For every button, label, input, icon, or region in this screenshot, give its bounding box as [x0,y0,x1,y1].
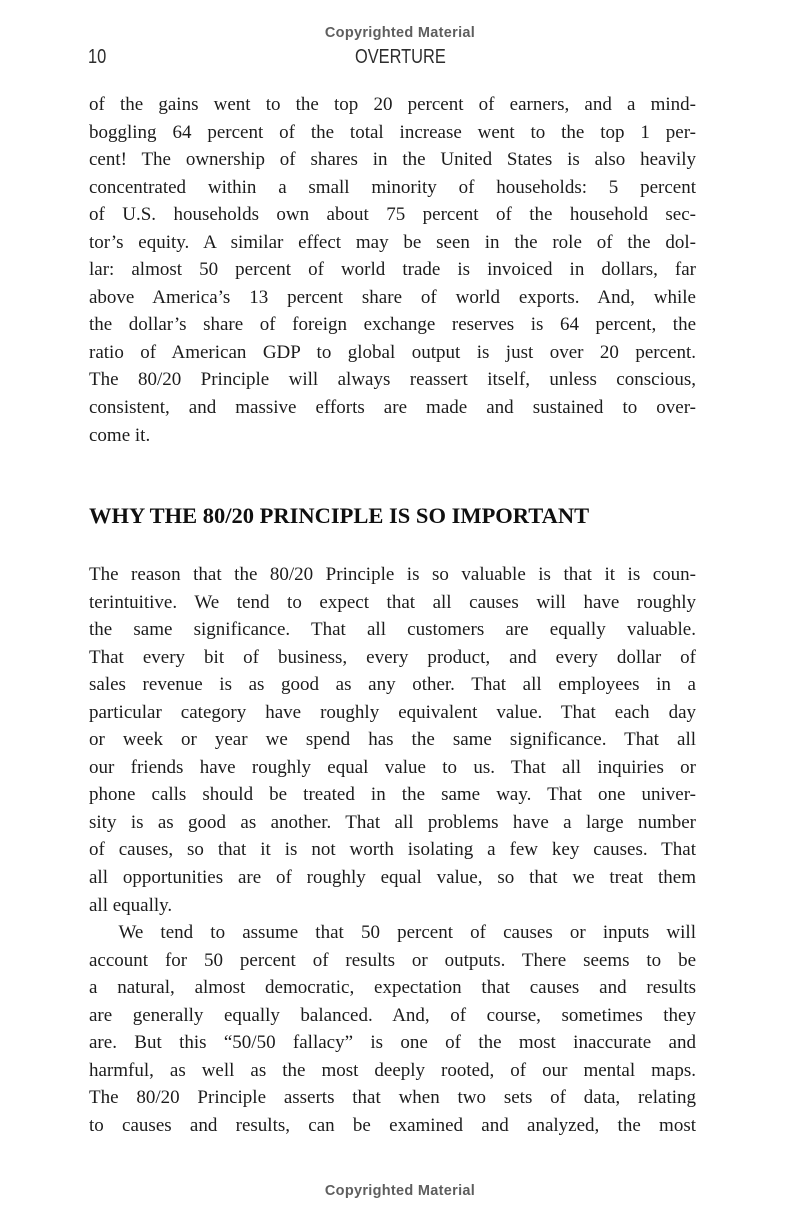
text-line: account for 50 percent of results or outputs. There seems to be [89,949,696,971]
text-line: That every bit of business, every product, and every dollar of [89,646,696,668]
text-line: We tend to assume that 50 percent of causes or inputs will [118,922,696,944]
paragraph-3 [89,919,696,1139]
text-line: sity is as good as another. That all problems have a large number [89,811,696,833]
text-line: phone calls should be treated in the same way. That one univer- [89,784,696,806]
text-line: The 80/20 Principle will always reassert itself, unless conscious, [89,369,696,391]
running-header-text: OVERTURE [354,46,446,68]
text-line: a natural, almost democratic, expectation that causes and results [89,977,696,999]
text-line: the dollar’s share of foreign exchange reserves is 64 percent, the [89,314,696,336]
text-line: of the gains went to the top 20 percent of earners, and a mind- [89,94,696,115]
section-heading: WHY THE 80/20 PRINCIPLE IS SO IMPORTANT [89,503,590,528]
text-line: harmful, as well as the most deeply rooted, of our mental maps. [89,1059,696,1081]
text-line: sales revenue is as good as any other. That all employees in a [89,674,696,696]
text-line: of causes, so that it is not worth isolating a few key causes. That [89,839,696,861]
text-line: come it. [89,424,151,446]
paragraph-2 [89,561,696,919]
text-line: ratio of American GDP to global output is just over 20 percent. [89,341,696,363]
running-header [0,46,800,69]
text-line: concentrated within a small minority of households: 5 percent [89,176,696,198]
page-number-text: 10 [88,46,107,68]
text-line: particular category have roughly equivalent value. That each day [89,701,696,723]
text-line: of U.S. households own about 75 percent of the household sec- [89,204,696,226]
body-text [89,561,696,1139]
text-line: are. But this “50/50 fallacy” is one of the most inaccurate and [89,1032,696,1054]
text-line: consistent, and massive efforts are made and sustained to over- [89,397,696,419]
text-line: are generally equally balanced. And, of course, sometimes they [89,1004,696,1026]
text-line: lar: almost 50 percent of world trade is invoiced in dollars, far [89,259,696,281]
text-line: above America’s 13 percent share of world exports. And, while [89,286,696,308]
text-line: The 80/20 Principle asserts that when two sets of data, relating [89,1087,696,1109]
text-line: our friends have roughly equal value to us. That all inquiries or [89,756,696,778]
text-line: boggling 64 percent of the total increase went to the top 1 per- [89,121,696,143]
text-line: tor’s equity. A similar effect may be seen in the role of the dol- [89,231,696,253]
bottom-copyright-notice: Copyrighted Material [324,1183,476,1199]
text-line: to causes and results, can be examined and analyzed, the most [89,1114,696,1136]
text-line: all opportunities are of roughly equal value, so that we treat them [89,867,696,889]
text-line: The reason that the 80/20 Principle is so valuable is that it is coun- [89,564,696,585]
text-line: the same significance. That all customers are equally valuable. [89,619,696,641]
text-line: or week or year we spend has the same significance. That all [89,729,696,751]
paragraph-1 [89,91,696,449]
text-line: cent! The ownership of shares in the United States is also heavily [89,149,696,171]
text-line: all equally. [89,894,173,916]
text-line: terintuitive. We tend to expect that all causes will have roughly [89,591,696,613]
top-copyright-notice: Copyrighted Material [324,25,476,41]
